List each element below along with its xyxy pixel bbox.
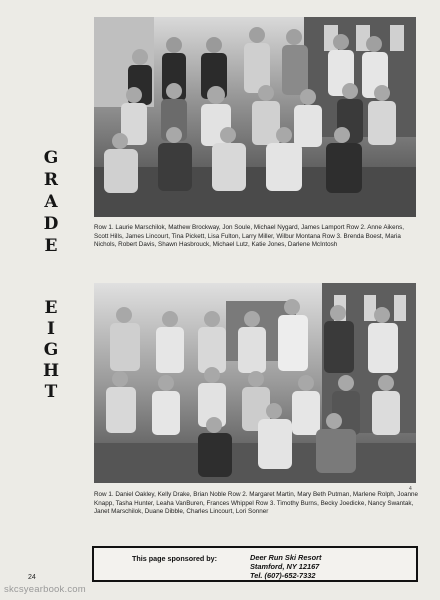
title-letter: I — [47, 319, 55, 339]
sponsor-tel: Tel. (607)-652-7332 — [250, 571, 316, 580]
watermark: skcsyearbook.com — [4, 584, 86, 595]
sponsor-box — [92, 546, 418, 582]
title-letter: T — [44, 382, 58, 402]
title-letter: G — [43, 148, 59, 168]
caption-photo-1: Row 1. Laurie Marschilok, Mathew Brockway, Jon Soule, Michael Nygard, James Lamport Row 2. Anne Aikens, Scott Hills, James Lincourt, Tina Pickett, Lisa Fulton, Larry Miller, Wilbur Montana Row 3. Brenda Boest, Maria Nichols, Robert Davis, Shawn Hasbrouck, Michael Lutz, Katie Jones, Darlene McIntosh — [94, 224, 404, 249]
caption-photo-2: Row 1. Daniel Oakley, Kelly Drake, Brian Noble Row 2. Margaret Martin, Mary Beth Putman, Marlene Rolph, Joanne Knapp, Tasha Hunter, Leaha VanBuren, Frances Whippel Row 3. Timothy Burns, Becky Joedicke, Nancy Swantak, Janet Marschilok, Duane Dibble, Charles Lincourt, Lori Sonner — [94, 491, 418, 516]
class-photo-2-image — [94, 283, 416, 483]
class-photo-1-image — [94, 17, 416, 217]
page-number: 24 — [28, 574, 36, 581]
title-letter: G — [43, 340, 59, 360]
class-photo-1 — [94, 17, 416, 217]
class-photo-2 — [94, 283, 416, 483]
title-letter: R — [43, 170, 59, 190]
title-eight — [40, 300, 62, 405]
sponsor-lead: This page sponsored by: — [132, 554, 218, 563]
title-letter: D — [43, 214, 59, 234]
sponsor-city: Stamford, NY 12167 — [250, 562, 320, 571]
sponsor-name: Deer Run Ski Resort — [250, 553, 322, 562]
title-grade — [40, 150, 62, 260]
title-letter: A — [44, 192, 58, 212]
title-letter: E — [44, 298, 58, 318]
title-letter: H — [42, 361, 60, 381]
title-letter: E — [44, 236, 58, 256]
page-mark: 4 — [409, 486, 412, 492]
